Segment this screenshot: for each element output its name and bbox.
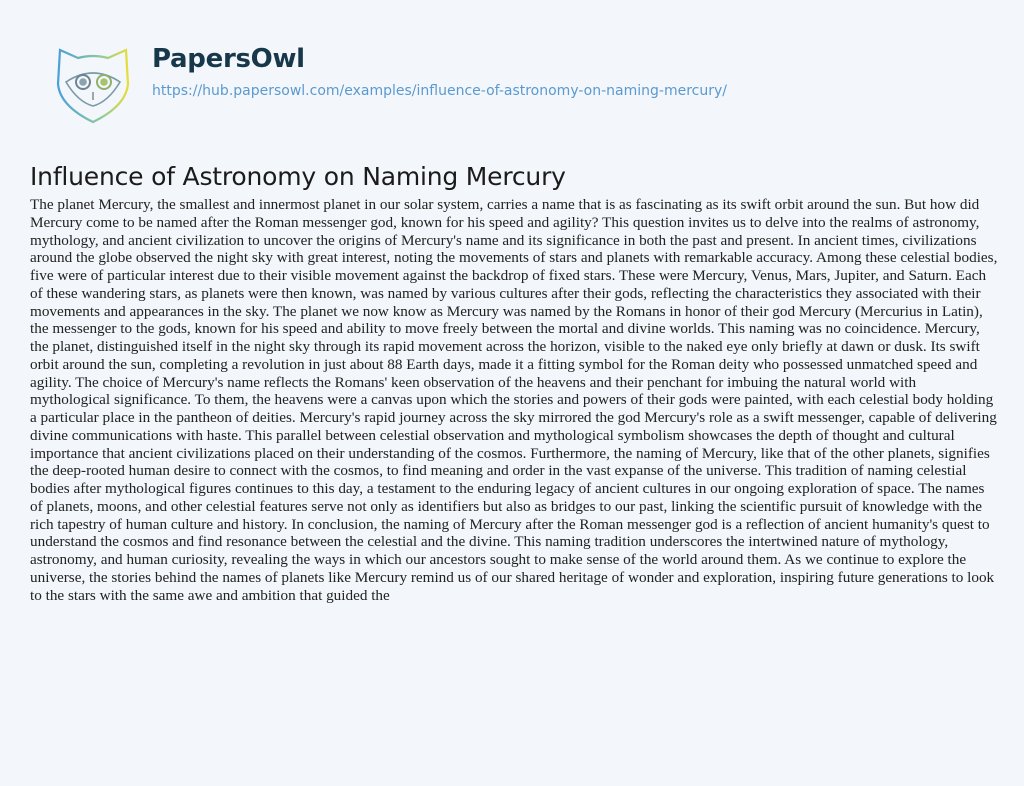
- owl-logo-icon[interactable]: [48, 44, 138, 124]
- article-body: The planet Mercury, the smallest and innermost planet in our solar system, carries a name that is as fascinating as its swift orbit around the sun. But how did Mercury come to be named after the Roman messenger god, known for his speed and agility? This question invites us to delve into the realms of astronomy, mythology, and ancient civilization to uncover the origins of Mercury's name and its significance in both the past and present. In ancient times, civilizations around the globe observed the night sky with great interest, noting the movements of stars and planets with remarkable accuracy. Among these celestial bodies, five were of particular interest due to their visible movement against the backdrop of fixed stars. These were Mercury, Venus, Mars, Jupiter, and Saturn. Each of these wandering stars, as planets were then known, was named by various cultures after their gods, reflecting the characteristics they associated with their movements and appearances in the sky. The planet we now know as Mercury was named by the Romans in honor of their god Mercury (Mercurius in Latin), the messenger to the gods, known for his speed and ability to move freely between the mortal and divine worlds. This naming was no coincidence. Mercury, the planet, distinguished itself in the night sky through its rapid movement across the horizon, visible to the naked eye only briefly at dawn or dusk. Its swift orbit around the sun, completing a revolution in just about 88 Earth days, made it a fitting symbol for the Roman deity who possessed unmatched speed and agility. The choice of Mercury's name reflects the Romans' keen observation of the heavens and their penchant for imbuing the natural world with mythological significance. To them, the heavens were a canvas upon which the stories and powers of their gods were painted, with each celestial body holding a particular place in the pantheon of deities. Mercury's rapid journey across the sky mirrored the god Mercury's role as a swift messenger, capable of delivering divine communications with haste. This parallel between celestial observation and mythological symbolism showcases the depth of thought and cultural importance that ancient civilizations placed on their understanding of the cosmos. Furthermore, the naming of Mercury, like that of the other planets, signifies the deep-rooted human desire to connect with the cosmos, to find meaning and order in the vast expanse of the universe. This tradition of naming celestial bodies after mythological figures continues to this day, a testament to the enduring legacy of ancient cultures in our ongoing exploration of space. The names of planets, moons, and other celestial features serve not only as identifiers but also as bridges to our past, linking the scientific pursuit of knowledge with the rich tapestry of human culture and history. In conclusion, the naming of Mercury after the Roman messenger god is a reflection of ancient humanity's quest to understand the cosmos and find resonance between the celestial and the divine. This naming tradition underscores the intertwined nature of mythology, astronomy, and human curiosity, revealing the ways in which our ancestors sought to make sense of the world around them. As we continue to explore the universe, the stories behind the names of planets like Mercury remind us of our shared heritage of wonder and exploration, inspiring future generations to look to the stars with the same awe and ambition that guided the: [30, 196, 998, 604]
- brand-name[interactable]: PapersOwl: [152, 44, 305, 74]
- site-header: [48, 44, 727, 124]
- page-url-link[interactable]: https://hub.papersowl.com/examples/influence-of-astronomy-on-naming-mercury/: [152, 83, 727, 99]
- page-title: Influence of Astronomy on Naming Mercury: [30, 162, 566, 191]
- brand: [152, 44, 727, 100]
